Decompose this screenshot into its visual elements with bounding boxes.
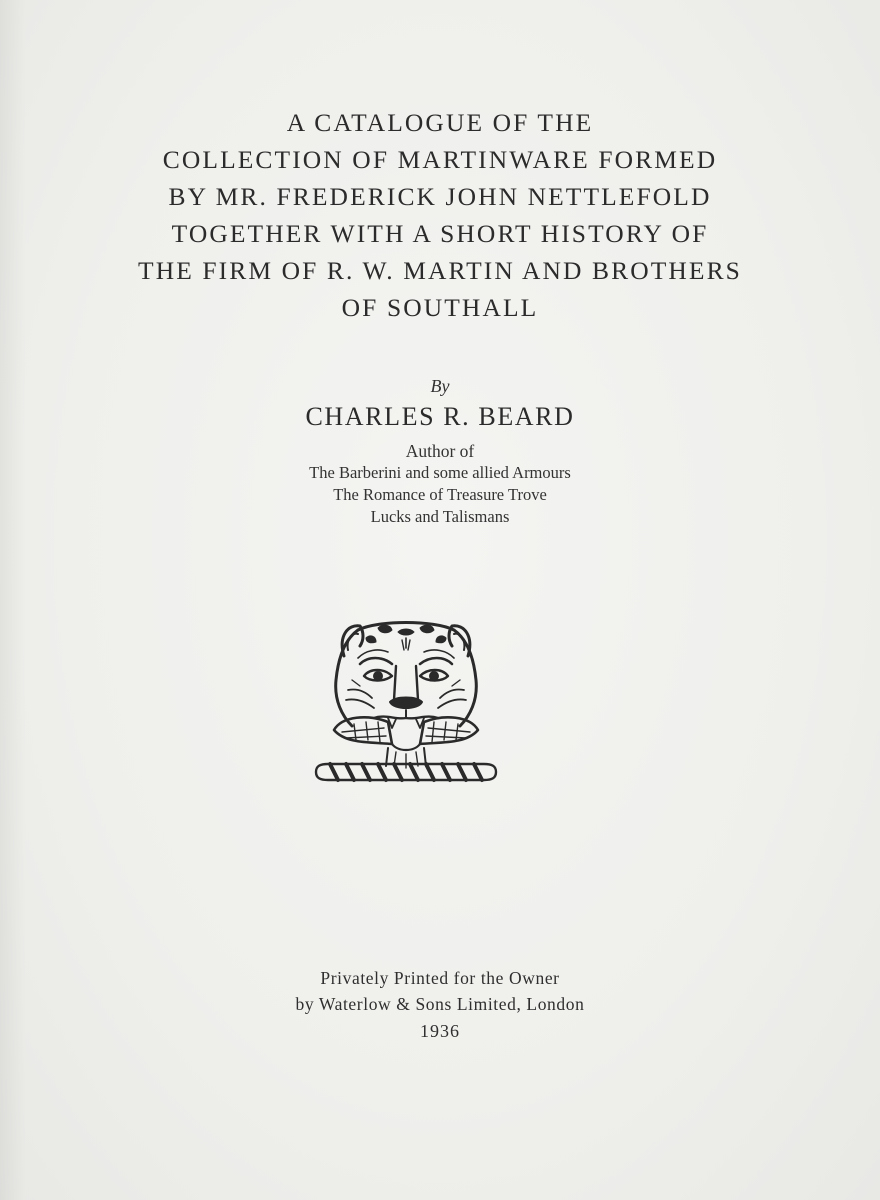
imprint-line-1: Privately Printed for the Owner xyxy=(320,968,560,988)
other-work-item: The Romance of Treasure Trove xyxy=(333,485,547,504)
title-line-3: BY MR. FREDERICK JOHN NETTLEFOLD xyxy=(168,182,712,211)
other-works xyxy=(0,440,880,528)
other-works-heading: Author of xyxy=(405,441,475,461)
title-line-2: COLLECTION OF MARTINWARE FORMED xyxy=(162,145,718,174)
author-name: CHARLES R. BEARD xyxy=(305,402,575,431)
by-label: By xyxy=(430,376,450,396)
book-title xyxy=(0,104,880,326)
leopard-head-crest-icon xyxy=(308,616,504,792)
imprint xyxy=(0,965,880,1045)
imprint-year: 1936 xyxy=(420,1021,460,1041)
title-line-1: A CATALOGUE OF THE xyxy=(286,108,594,137)
title-line-5: THE FIRM OF R. W. MARTIN AND BROTHERS xyxy=(138,256,742,285)
title-line-4: TOGETHER WITH A SHORT HISTORY OF xyxy=(171,219,709,248)
title-line-6: OF SOUTHALL xyxy=(341,293,539,322)
other-work-item: The Barberini and some allied Armours xyxy=(309,463,571,482)
other-work-item: Lucks and Talismans xyxy=(370,507,510,526)
imprint-line-2: by Waterlow & Sons Limited, London xyxy=(295,994,585,1014)
